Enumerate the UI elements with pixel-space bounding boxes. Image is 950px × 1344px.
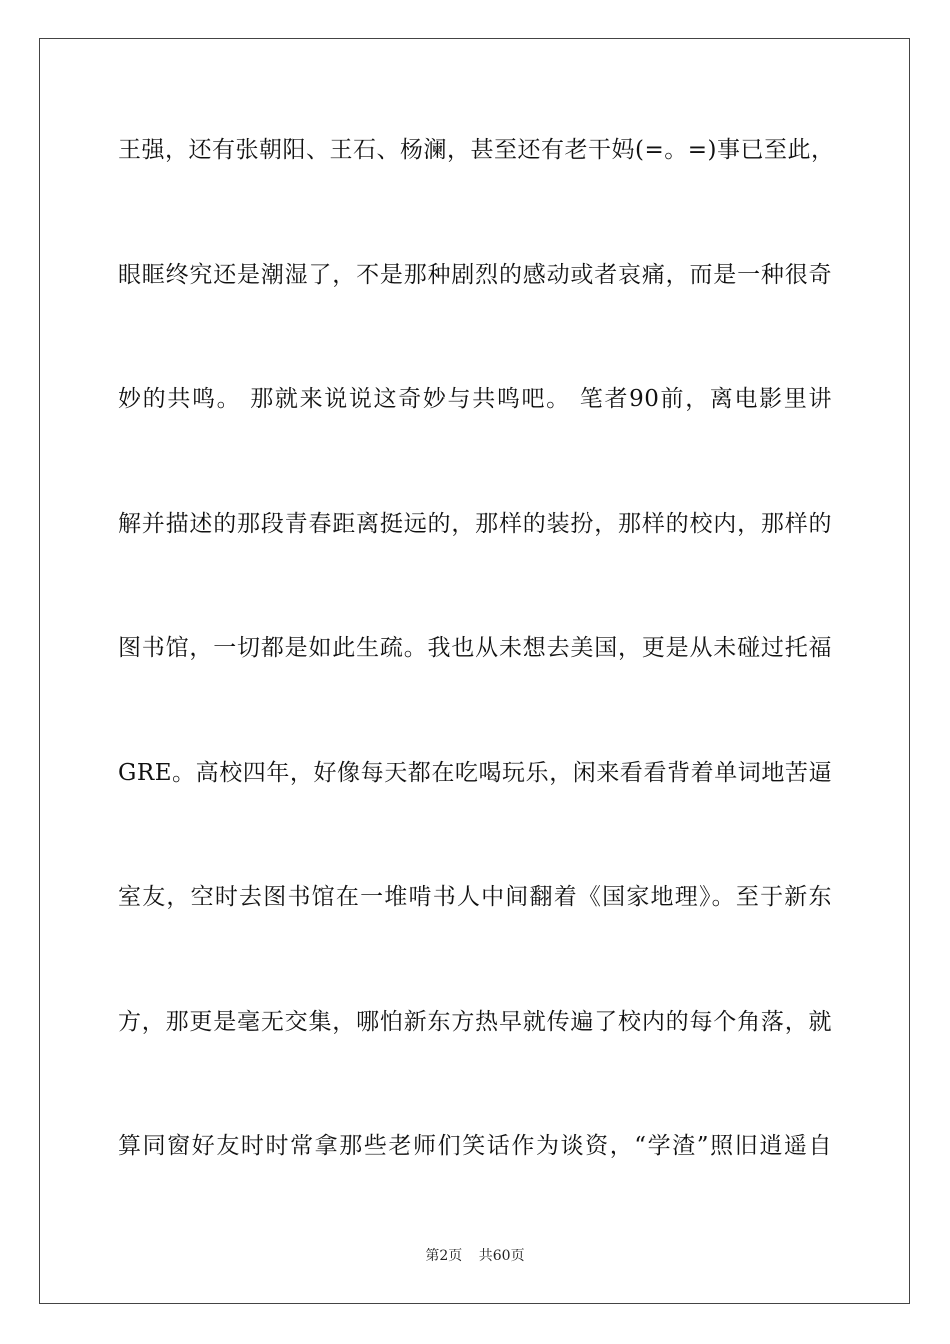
document-body — [118, 124, 835, 1245]
text-line: 图书馆，一切都是如此生疏。我也从未想去美国，更是从未碰过托福 — [118, 635, 832, 661]
text-line: 眼眶终究还是潮湿了，不是那种剧烈的感动或者哀痛，而是一种很奇 — [118, 261, 832, 288]
text-line: 妙的共鸣。 那就来说说这奇妙与共鸣吧。 笔者90前，离电影里讲 — [118, 386, 832, 412]
text-line: 算同窗好友时时常拿那些老师们笑话作为谈资，“学渣”照旧逍遥自 — [118, 1133, 832, 1159]
text-line: GRE。高校四年，好像每天都在吃喝玩乐，闲来看看背着单词地苦逼 — [118, 759, 832, 786]
page-number: 第2页 — [425, 1248, 463, 1264]
page-footer — [0, 1245, 950, 1265]
text-line: 方，那更是毫无交集，哪怕新东方热早就传遍了校内的每个角落，就 — [118, 1008, 832, 1035]
total-pages: 共60页 — [478, 1248, 525, 1264]
text-line: 王强，还有张朝阳、王石、杨澜，甚至还有老干妈(=。=)事已至此， — [118, 137, 835, 163]
text-line: 解并描述的那段青春距离挺远的，那样的装扮，那样的校内，那样的 — [118, 510, 832, 537]
text-line: 室友，空时去图书馆在一堆啃书人中间翻着《国家地理》。至于新东 — [118, 884, 832, 910]
